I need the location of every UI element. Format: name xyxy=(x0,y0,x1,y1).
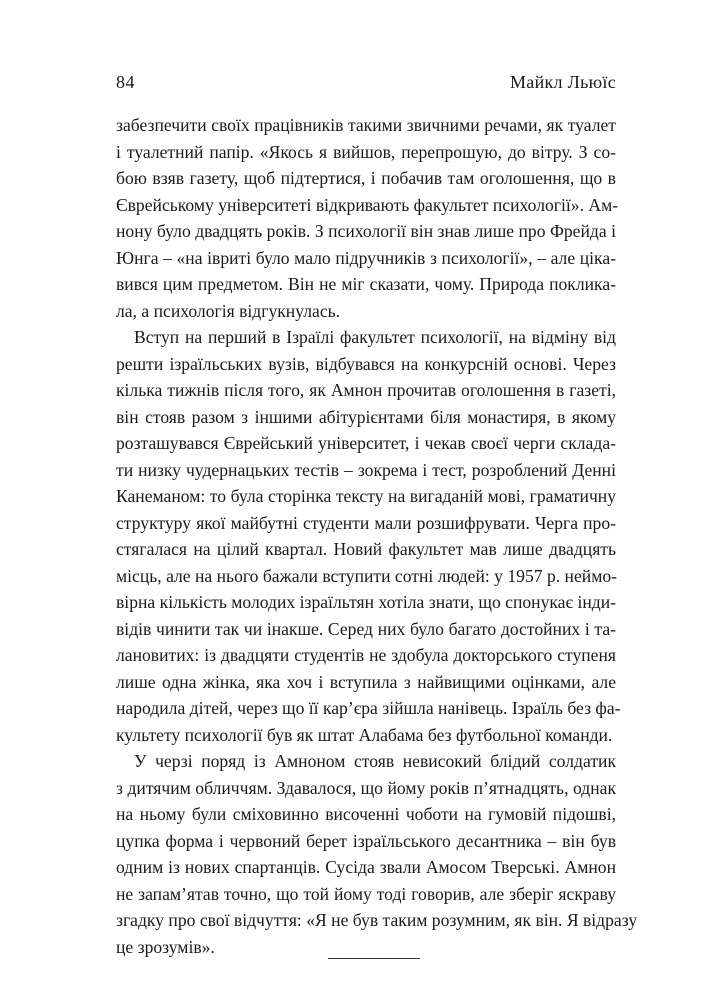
text-line: і туалетний папір. «Якось я вийшов, перепрошую, до вітру. З со- xyxy=(116,141,616,162)
text-line: Єврейському університеті відкривають факультет психології». Ам- xyxy=(116,194,619,215)
paragraph xyxy=(116,324,621,748)
running-head-author: Майкл Льюїс xyxy=(509,72,616,92)
page-header xyxy=(116,72,616,93)
text-line: з дитячим обличчям. Здавалося, що йому років п’ятнадцять, однак xyxy=(116,777,616,798)
text-line: згадку про свої відчуття: «Я не був таким розумним, як він. Я відразу xyxy=(116,910,638,930)
text-line: Канеманом: то була сторінка тексту на вигаданій мові, граматичну xyxy=(116,486,616,506)
text-line: вірна кількість молодих ізраїльтян хотіла знати, що спонукає інди- xyxy=(116,592,616,612)
text-line: нону було двадцять років. З психології він знав лише про Фрейда і xyxy=(116,221,616,241)
text-line: кілька тижнів після того, як Амнон прочитав оголошення в газеті, xyxy=(116,380,616,400)
text-line: місць, але на нього бажали вступити сотні людей: у 1957 р. неймо- xyxy=(116,565,617,586)
text-line: розташувався Єврейський університет, і чекав своєї черги склада- xyxy=(116,433,616,453)
paragraph xyxy=(116,112,619,324)
text-line: ла, а психологія відгукнулась. xyxy=(116,300,341,321)
text-line: відів чинити так чи інакше. Серед них було багато достойних і та- xyxy=(116,618,616,639)
footnote-separator-rule xyxy=(328,958,420,959)
text-line: бою взяв газету, щоб підтертися, і побачив там оголошення, що в xyxy=(116,168,616,188)
text-line: Вступ на перший в Ізраїлі факультет психології, на відміну від xyxy=(134,327,616,347)
text-line: не запам’ятав точно, що той йому тоді говорив, але зберіг яскраву xyxy=(116,883,616,904)
text-line: забезпечити своїх працівників такими звичними речами, як туалет xyxy=(116,115,616,135)
paragraph xyxy=(116,748,638,960)
text-line: Юнга – «на івриті було мало підручників з психології», – але ціка- xyxy=(116,247,616,268)
text-line: вився цим предметом. Він не міг сказати, чому. Природа поклика- xyxy=(116,274,616,294)
text-line: структуру якої майбутні студенти мали розшифрувати. Черга про- xyxy=(116,512,616,533)
text-line: лише одна жінка, яка хоч і вступила з найвищими оцінками, але xyxy=(116,671,616,692)
text-line: народила дітей, через що її кар’єра зійшла нанівець. Ізраїль без фа- xyxy=(116,698,621,718)
text-line: він стояв разом з іншими абітурієнтами біля монастиря, в якому xyxy=(116,406,616,427)
page-number: 84 xyxy=(116,72,135,92)
text-line: стягалася на цілий квартал. Новий факультет мав лише двадцять xyxy=(116,539,616,559)
text-line: цупка форма і червоний берет ізраїльського десантника – він був xyxy=(116,830,616,851)
text-line: решти ізраїльських вузів, відбувався на конкурсній основі. Через xyxy=(116,353,616,374)
text-line: лановитих: із двадцяти студентів не здобула докторського ступеня xyxy=(116,645,616,665)
text-line: одним із нових спартанців. Сусіда звали Амосом Тверські. Амнон xyxy=(116,857,616,877)
text-line: У черзі поряд із Амноном стояв невисокий блідий солдатик xyxy=(134,751,616,771)
text-line: це зрозумів». xyxy=(116,936,215,957)
text-line: на ньому були сміховинно височенні чоботи на гумовій підошві, xyxy=(116,804,616,824)
text-line: культету психології був як штат Алабама без футбольної команди. xyxy=(116,724,613,745)
body-text xyxy=(116,112,638,960)
text-line: ти низку чудернацьких тестів – зокрема і тест, розроблений Денні xyxy=(116,459,616,480)
